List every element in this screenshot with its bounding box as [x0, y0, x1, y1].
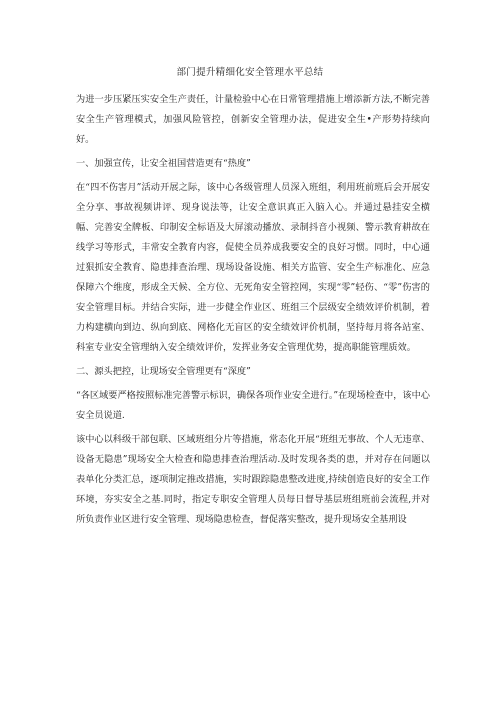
quote-paragraph: “各区域要严格按照标准完善警示标识，确保各项作业安全进行。”在现场检查中，该中心安全员说道.	[76, 390, 430, 421]
document-body	[76, 90, 430, 534]
intro-paragraph: 为进一步压紧压实安全生产责任，计量检验中心在日常管理措施上增添新方法,不断完善安全生产管理模式，加强风险管控，创新安全管理办法，促进安全生•产形势持续向好。	[76, 94, 430, 145]
document-title: 部门提升精细化安全管理水平总结	[176, 67, 324, 78]
section-1-paragraph: 在“四不伤害月”活动开展之际，该中心各级管理人员深入班组，利用班前班后会开展安全分享、事故视频讲评、现身说法等，让安全意识真正入脑入心。并通过悬挂安全横幅、完善安全牌板、印制安全标语及大屏滚动播放、录制抖音小视频、警示教育耕故在线学习等形式，丰常安全教育内容，促使全员养成我要安全的良好习惯。同时，中心通过狠抓安全教育、隐患排查治理、现场设备设施、相关方监管、安全生产标准化、应急保障六个维度，形成全天候、全方位、无死角安全管控网，实现“零”轻伤、“零”伤害的安全管理目标。并结合实际，进一步健全作业区、班组三个层级安全绩效评价机制，着力构建横向到边、纵向到底、网格化无盲区的安全绩效评价机制，坚持每月将各站室、科室专业安全管理纳入安全绩效评价，发挥业务安全管理优势，提高职能管理质效。	[76, 182, 430, 353]
section-2-paragraph: 该中心以科级干部包联、区域班组分片等措施，常态化开展“班组无事故、个人无违章、设备无隐患”现场安全大检查和隐患排查治理活动.及时发现各类的患，并对存在问题以表单化分类汇总，逐项制定推改措施，实时跟踪隐患整改进度,持续创造良好的安全工作环境，夯实安全之基.同时，指定专职安全管理人员每日督导基层班组班前会流程,并对所负责作业区进行安全管理、现场隐患检查，督促落实整改，提升现场安全基刑设	[76, 434, 430, 525]
section-heading-1: 一、加强宣传，让安全祖国营造更有“热度”	[76, 158, 251, 169]
section-heading-2: 二、源头把控，让现场安全管理更有“深度”	[76, 366, 251, 377]
